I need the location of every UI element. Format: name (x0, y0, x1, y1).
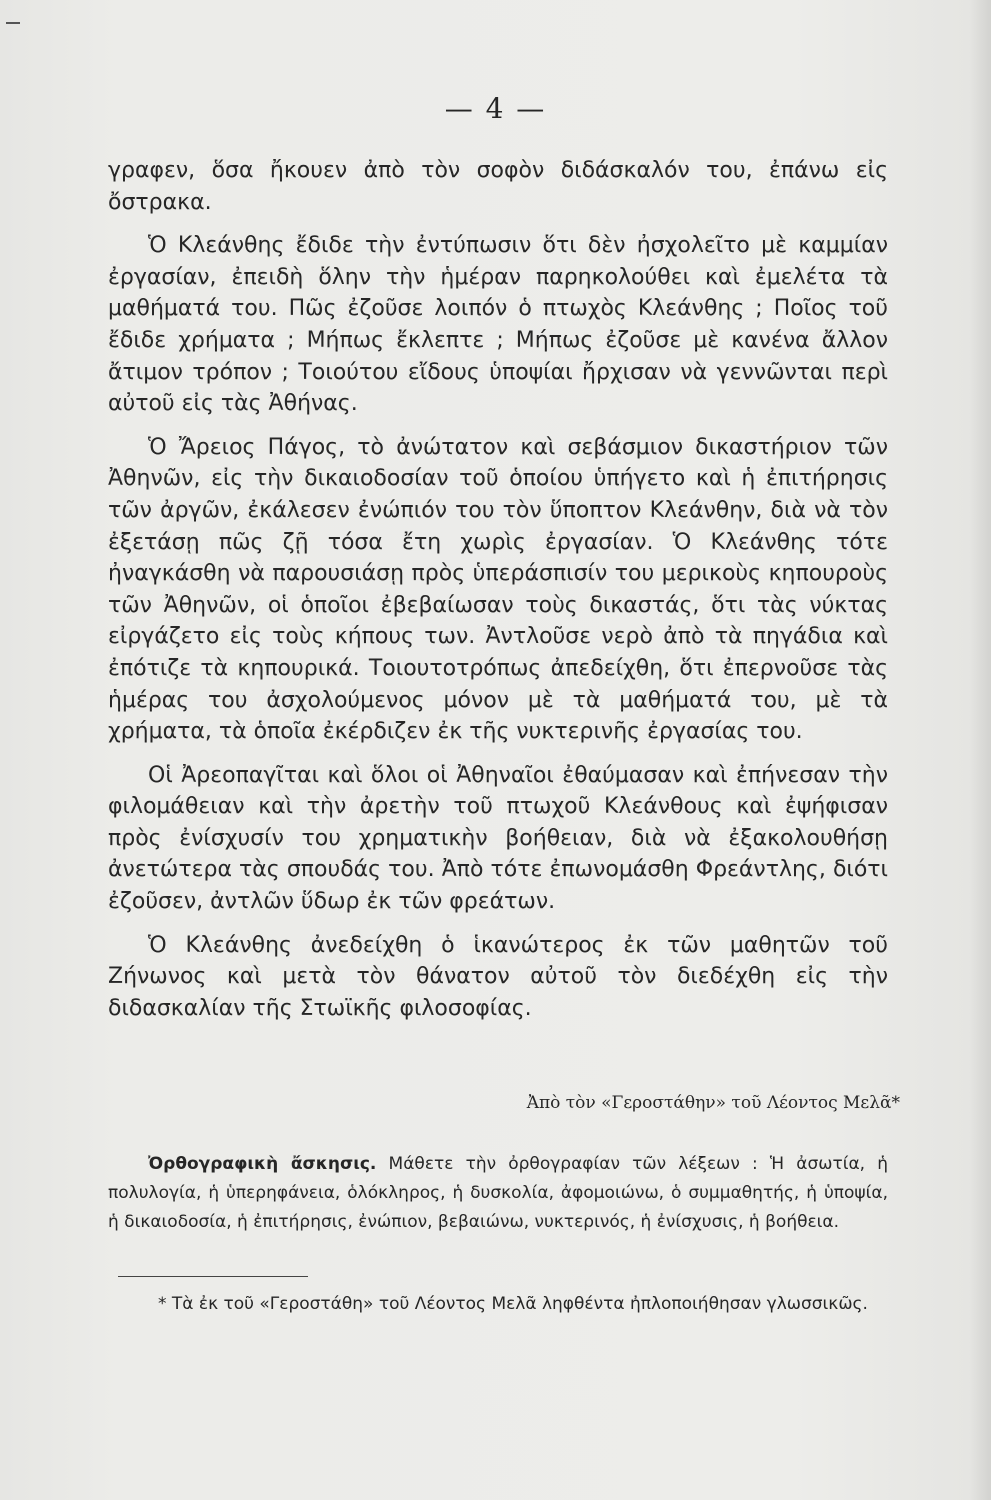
footnote: * Τὰ ἐκ τοῦ «Γεροστάθη» τοῦ Λέοντος Μελᾶ ληφθέντα ἠπλοποιήθησαν γλωσσικῶς. (158, 1294, 868, 1314)
paragraph-areios-pagos: Ὁ Ἄρειος Πάγος, τὸ ἀνώτατον καὶ σεβάσμιον δικαστήριον τῶν Ἀθηνῶν, εἰς τὴν δικαιοδοσίαν τοῦ ὁποίου ὑπήγετο καὶ ἡ ἐπιτήρησις τῶν ἀργῶν, ἐκάλεσεν ἐνώπιόν του τὸν ὕποπτον Κλεάνθην, διὰ νὰ τὸν ἐξετάσῃ πῶς ζῇ τόσα ἔτη χωρὶς ἐργασίαν. Ὁ Κλεάνθης τότε ἠναγκάσθη νὰ παρουσιάσῃ πρὸς ὑπεράσπισίν του μερικοὺς κηπουροὺς τῶν Ἀθηνῶν, οἱ ὁποῖοι ἐβεβαίωσαν τοὺς δικαστάς, ὅτι τὰς νύκτας εἰργάζετο εἰς τοὺς κήπους των. Ἀντλοῦσε νερὸ ἀπὸ τὰ πηγάδια καὶ ἐπότιζε τὰ κηπουρικά. Τοιουτοτρόπως ἀπεδείχθη, ὅτι ἐπερνοῦσε τὰς ἡμέρας του ἀσχολούμενος μόνον μὲ τὰ μαθήματά του, μὲ τὰ χρήματα, τὰ ὁποῖα ἐκέρδιζεν ἐκ τῆς νυκτερινῆς ἐργασίας του. (108, 434, 888, 745)
main-text (108, 155, 888, 1036)
exercise-label: Ὀρθογραφικὴ ἄσκησις. (148, 1154, 377, 1174)
paragraph-areopagites: Οἱ Ἀρεοπαγῖται καὶ ὅλοι οἱ Ἀθηναῖοι ἐθαύμασαν καὶ ἐπήνεσαν τὴν φιλομάθειαν καὶ τὴν ἀρετὴν τοῦ πτωχοῦ Κλεάνθους καὶ ἐψήφισαν πρὸς ἐνίσχυσίν του χρηματικὴν βοήθειαν, διὰ νὰ ἐξακολουθήσῃ ἀνετώτερα τὰς σπουδάς του. Ἀπὸ τότε ἐπωνομάσθη Φρεάντλης, διότι ἐζοῦσεν, ἀντλῶν ὕδωρ ἐκ τῶν φρεάτων. (108, 762, 888, 915)
page-edge-shadow (969, 0, 991, 1500)
footnote-divider (118, 1276, 308, 1277)
margin-mark (6, 22, 20, 24)
paragraph-successor: Ὁ Κλεάνθης ἀνεδείχθη ὁ ἱκανώτερος ἐκ τῶν μαθητῶν τοῦ Ζήνωνος καὶ μετὰ τὸν θάνατον αὐτοῦ τὸν διεδέχθη εἰς τὴν διδασκαλίαν τῆς Στωϊκῆς φιλοσοφίας. (108, 932, 888, 1021)
paragraph-continuation: γραφεν, ὅσα ἤκουεν ἀπὸ τὸν σοφὸν διδάσκαλόν του, ἐπάνω εἰς ὄστρακα. (108, 158, 888, 215)
spelling-exercise (108, 1150, 888, 1237)
exercise-text: Μάθετε τὴν ὀρθογραφίαν τῶν λέξεων : Ἡ ἀσωτία, ἡ πολυλογία, ἡ ὑπερηφάνεια, ὁλόκληρος, ἡ δυσκολία, ἀφομοιώνω, ὁ συμμαθητής, ἡ ὑποψία, ἡ δικαιοδοσία, ἡ ἐπιτήρησις, ἐνώπιον, βεβαιώνω, νυκτερινός, ἡ ἐνίσχυσις, ἡ βοήθεια. (108, 1154, 888, 1232)
page-number: — 4 — (444, 92, 547, 125)
source-citation: Ἀπὸ τὸν «Γεροστάθην» τοῦ Λέοντος Μελᾶ* (526, 1093, 900, 1113)
paragraph-kleanthes-impression: Ὁ Κλεάνθης ἔδιδε τὴν ἐντύπωσιν ὅτι δὲν ἠσχολεῖτο μὲ καμμίαν ἐργασίαν, ἐπειδὴ ὅλην τὴν ἡμέραν παρηκολούθει καὶ ἐμελέτα τὰ μαθήματά του. Πῶς ἐζοῦσε λοιπόν ὁ πτωχὸς Κλεάνθης ; Ποῖος τοῦ ἔδιδε χρήματα ; Μήπως ἔκλεπτε ; Μήπως ἐζοῦσε μὲ κανένα ἄλλον ἄτιμον τρόπον ; Τοιούτου εἴδους ὑποψίαι ἤρχισαν νὰ γεννῶνται περὶ αὐτοῦ εἰς τὰς Ἀθήνας. (108, 233, 888, 417)
